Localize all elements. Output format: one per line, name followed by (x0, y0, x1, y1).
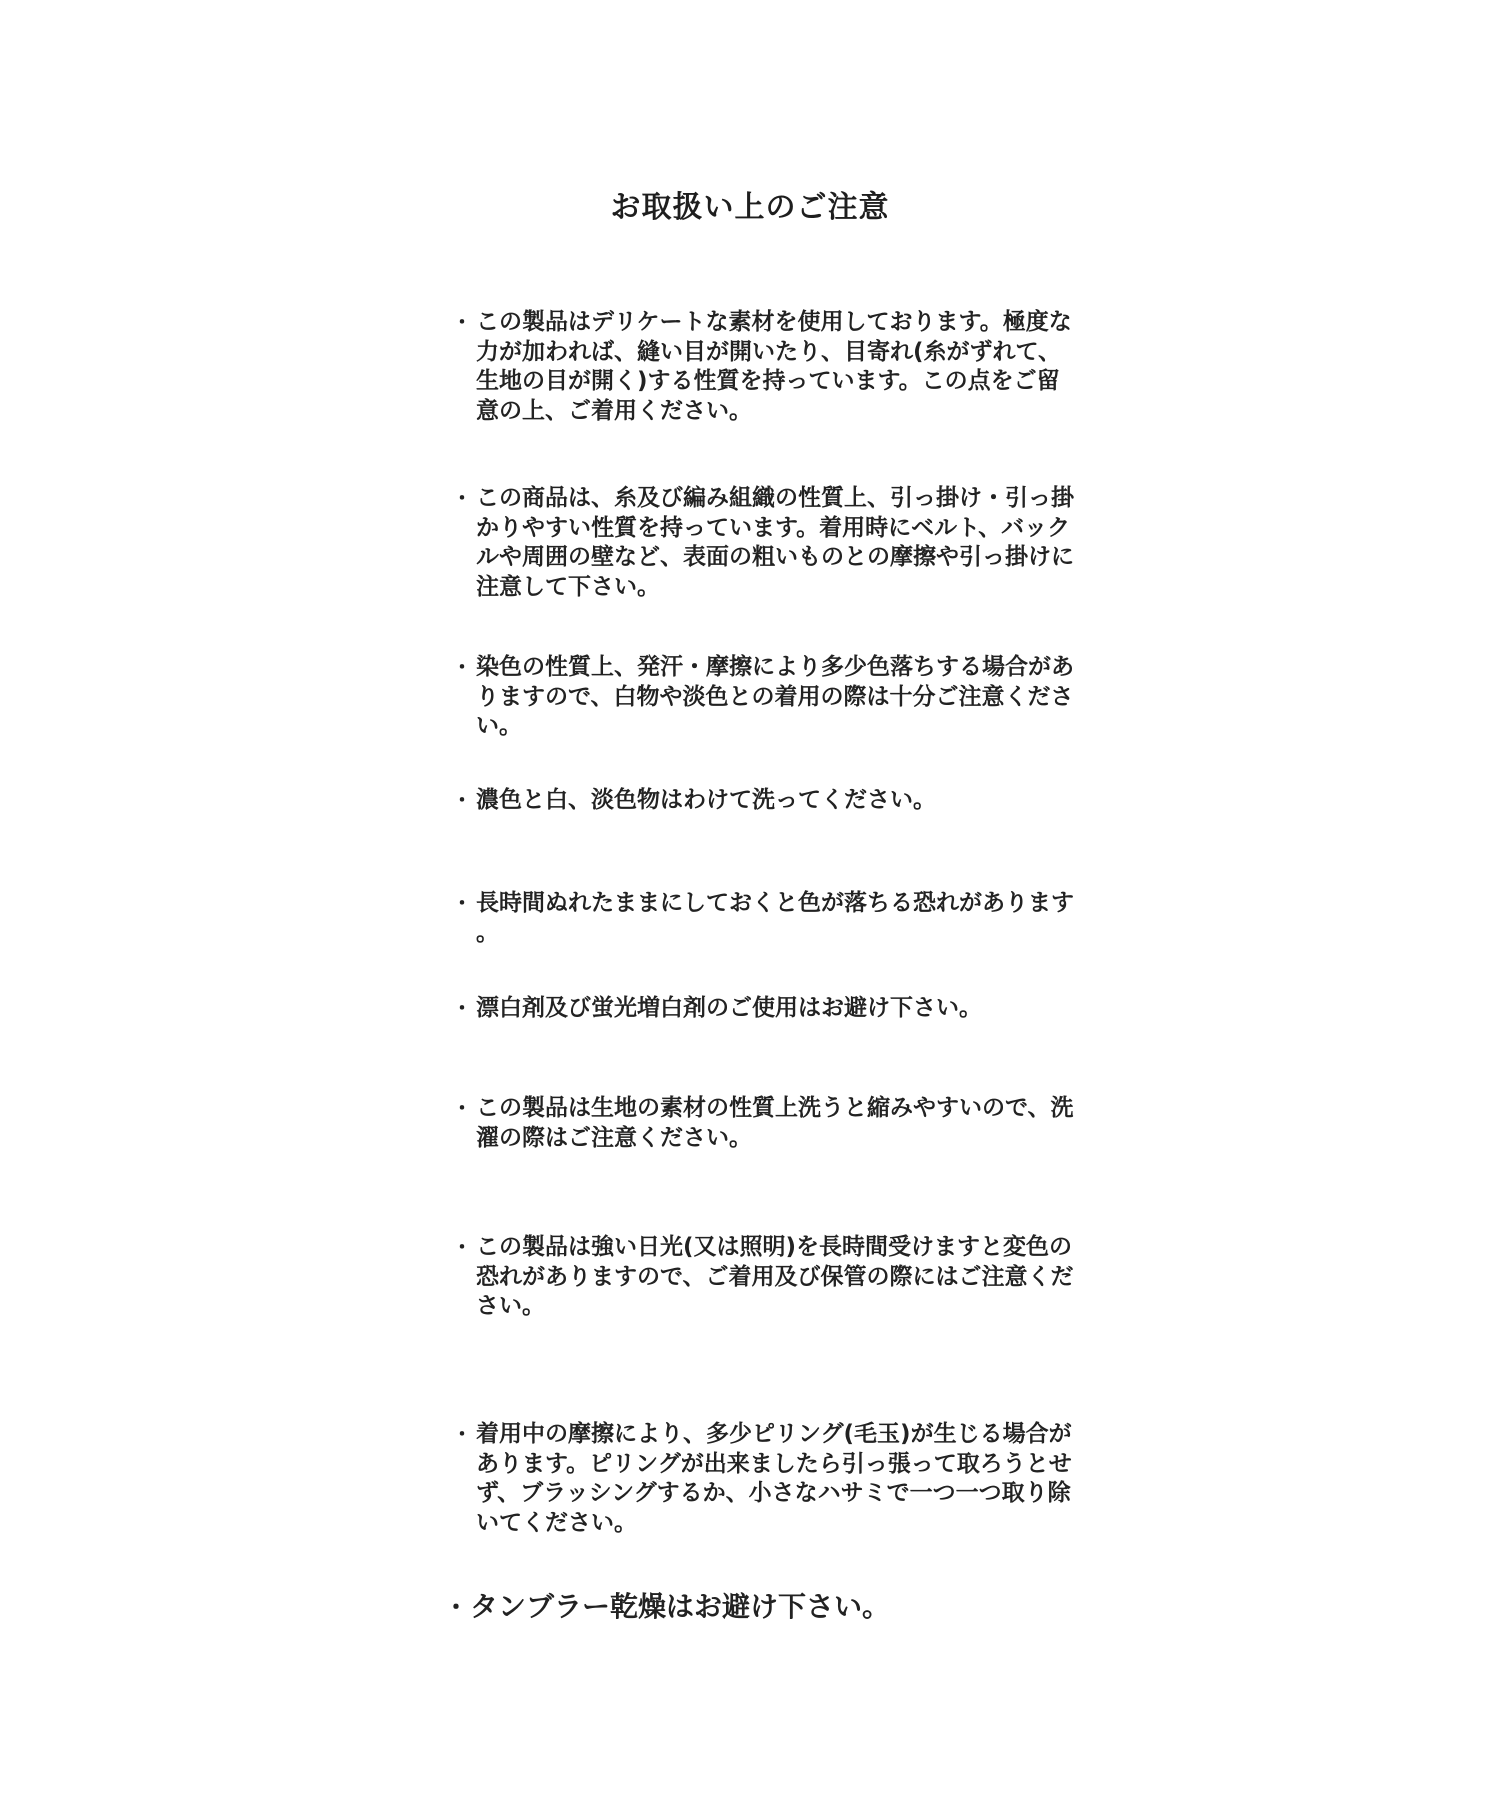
bullet-icon: ・ (452, 310, 472, 334)
bullet-icon: ・ (444, 1593, 468, 1621)
notice-item-color-bleeding (452, 653, 1077, 742)
notice-text: 着用中の摩擦により、多少ピリング(毛玉)が生じる場合があります。ピリングが出来ましたら引っ張って取ろうとせず、ブラッシングするか、小さなハサミで一つ一つ取り除いてください。 (476, 1421, 1072, 1536)
bullet-icon: ・ (452, 1096, 472, 1120)
notice-text: 長時間ぬれたままにしておくと色が落ちる恐れがあります。 (476, 890, 1074, 946)
notice-item-pilling (452, 1420, 1077, 1538)
notice-item-wet-fading (452, 889, 1077, 948)
notice-item-delicate-material (452, 308, 1077, 426)
notice-item-shrinkage (452, 1094, 1077, 1153)
notice-item-snagging (452, 484, 1077, 602)
notice-text: この製品は生地の素材の性質上洗うと縮みやすいので、洗濯の際はご注意ください。 (476, 1095, 1074, 1151)
notice-text: 染色の性質上、発汗・摩擦により多少色落ちする場合がありますので、白物や淡色との着用の際は十分ご注意ください。 (476, 654, 1074, 739)
bullet-icon: ・ (452, 891, 472, 915)
notice-text: この製品は強い日光(又は照明)を長時間受けますと変色の恐れがありますので、ご着用及び保管の際にはご注意ください。 (476, 1234, 1074, 1319)
notice-text: タンブラー乾燥はお避け下さい。 (470, 1590, 891, 1623)
bullet-icon: ・ (452, 788, 472, 812)
page-title: お取扱い上のご注意 (610, 190, 890, 226)
bullet-icon: ・ (452, 996, 472, 1020)
notice-item-sunlight-discoloration (452, 1233, 1077, 1322)
notice-text: この商品は、糸及び編み組織の性質上、引っ掛け・引っ掛かりやすい性質を持っています。着用時にベルト、バックルや周囲の壁など、表面の粗いものとの摩擦や引っ掛けに注意して下さい。 (476, 485, 1074, 600)
notice-text: この製品はデリケートな素材を使用しております。極度な力が加われば、縫い目が開いたり、目寄れ(糸がずれて、生地の目が開く)する性質を持っています。この点をご留意の上、ご着用ください。 (476, 309, 1072, 424)
bullet-icon: ・ (452, 1235, 472, 1259)
bullet-icon: ・ (452, 1422, 472, 1446)
notice-item-no-tumble-dry (444, 1590, 1144, 1624)
bullet-icon: ・ (452, 486, 472, 510)
notice-text: 濃色と白、淡色物はわけて洗ってください。 (476, 787, 936, 813)
notice-item-wash-separately (452, 786, 1077, 816)
notice-text: 漂白剤及び蛍光増白剤のご使用はお避け下さい。 (476, 995, 982, 1021)
notice-item-no-bleach (452, 994, 1077, 1024)
bullet-icon: ・ (452, 655, 472, 679)
